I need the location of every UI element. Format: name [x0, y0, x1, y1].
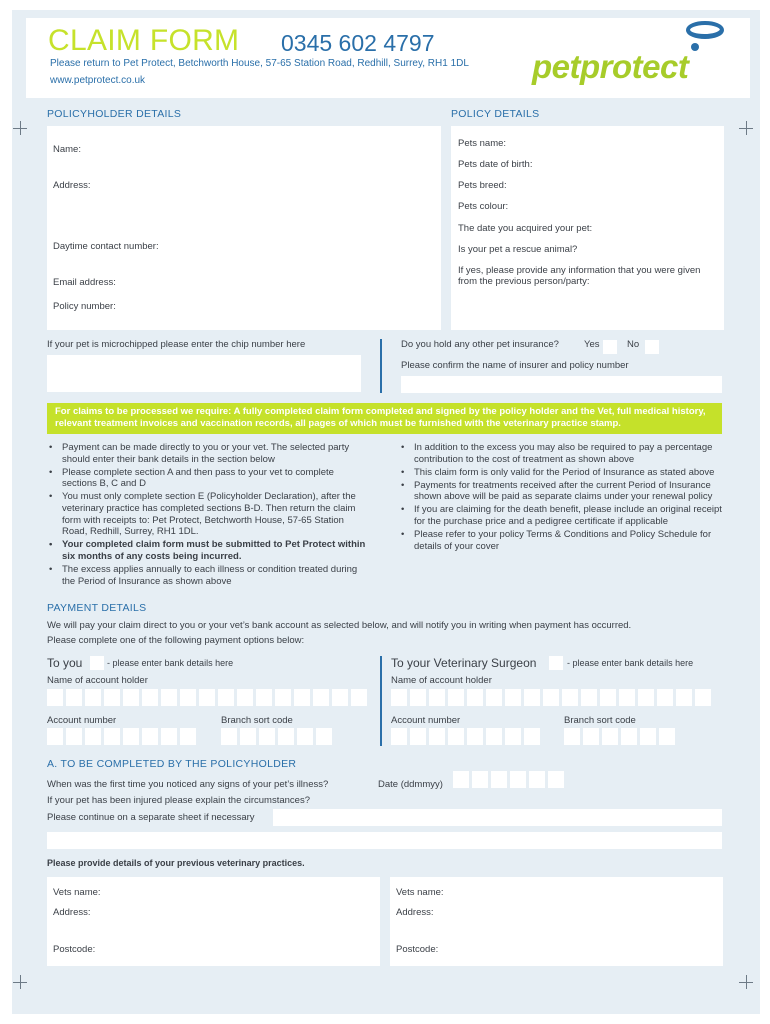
- crop-mark-icon: [739, 121, 753, 135]
- microchip-label: If your pet is microchipped please enter the chip number here: [47, 339, 306, 350]
- policy-number-label: Policy number:: [53, 301, 116, 312]
- crop-mark-icon: [13, 121, 27, 135]
- column-divider: [380, 339, 382, 393]
- policy-section-title: POLICY DETAILS: [451, 108, 540, 120]
- vet-account-number-label: Account number: [391, 715, 461, 726]
- no-label: No: [627, 339, 640, 350]
- vets-address-label: Address:: [396, 907, 434, 918]
- notes-left-list: [47, 442, 367, 589]
- form-header: [26, 18, 750, 98]
- contact-number-label: Daytime contact number:: [53, 241, 159, 252]
- injury-input-line2[interactable]: [47, 832, 722, 849]
- email-label: Email address:: [53, 277, 116, 288]
- list-item: • In addition to the excess you may also be required to pay a percentage contribution to the cost of treatment as shown above: [399, 442, 723, 465]
- to-you-hint: - please enter bank details here: [107, 658, 234, 668]
- yes-label: Yes: [584, 339, 600, 350]
- crop-mark-icon: [739, 975, 753, 989]
- pets-dob-label: Pets date of birth:: [458, 159, 533, 170]
- first-signs-label: When was the first time you noticed any signs of your pet’s illness?: [47, 779, 329, 790]
- address-label: Address:: [53, 180, 91, 191]
- vet-sort-code-label: Branch sort code: [564, 715, 636, 726]
- policyholder-box: [47, 126, 441, 330]
- you-account-holder-cells[interactable]: [47, 689, 367, 706]
- list-item: • The excess applies annually to each illness or condition treated during the Period of Insurance as shown above: [47, 564, 367, 587]
- petprotect-logo: petprotect: [532, 48, 689, 85]
- injury-input-line1[interactable]: [273, 809, 722, 826]
- you-sort-code-label: Branch sort code: [221, 715, 293, 726]
- pets-breed-label: Pets breed:: [458, 180, 507, 191]
- phone-number: 0345 602 4797: [281, 30, 435, 56]
- crop-mark-icon: [13, 975, 27, 989]
- date-cells[interactable]: [453, 771, 564, 788]
- list-item: • Your completed claim form must be submitted to Pet Protect within six months of any costs being incurred.: [47, 539, 367, 562]
- list-item: • If you are claiming for the death benefit, please include an original receipt for the purchase price and a pedigree certificate if applicable: [399, 504, 723, 527]
- section-a-title: A. TO BE COMPLETED BY THE POLICYHOLDER: [47, 758, 297, 770]
- you-sort-code-cells[interactable]: [221, 728, 332, 745]
- to-you-checkbox[interactable]: [90, 656, 104, 670]
- microchip-input[interactable]: [47, 355, 361, 392]
- you-account-number-cells[interactable]: [47, 728, 196, 745]
- notes-right-list: [399, 442, 723, 554]
- form-title: CLAIM FORM: [48, 24, 240, 57]
- rescue-info-label: If yes, please provide any information that you were given from the previous person/party:: [458, 265, 701, 287]
- to-vet-label: To your Veterinary Surgeon: [391, 656, 537, 670]
- acquired-date-label: The date you acquired your pet:: [458, 223, 593, 234]
- pets-colour-label: Pets colour:: [458, 201, 509, 212]
- list-item: • Payment can be made directly to you or your vet. The selected party should enter their bank details in the section below: [47, 442, 367, 465]
- list-item: • This claim form is only valid for the Period of Insurance as stated above: [399, 467, 723, 479]
- continue-label: Please continue on a separate sheet if necessary: [47, 812, 255, 823]
- vet-account-number-cells[interactable]: [391, 728, 540, 745]
- pets-name-label: Pets name:: [458, 138, 507, 149]
- vets-name-label: Vets name:: [396, 887, 444, 898]
- return-address: Please return to Pet Protect, Betchworth House, 57-65 Station Road, Redhill, Surrey, RH1 1DL: [50, 58, 469, 69]
- yes-checkbox[interactable]: [603, 340, 617, 354]
- payment-options-intro: Please complete one of the following payment options below:: [47, 635, 305, 646]
- website-link[interactable]: www.petprotect.co.uk: [50, 75, 146, 86]
- requirements-banner: For claims to be processed we require: A fully completed claim form completed and signed by the policy holder and the Vet, full medical history, relevant treatment invoices and vaccination records, all pages of which must be furnished with the veterinary practice stamp.: [47, 403, 722, 434]
- vet-account-holder-label: Name of account holder: [391, 675, 492, 686]
- rescue-animal-label: Is your pet a rescue animal?: [458, 244, 578, 255]
- payment-divider: [380, 656, 382, 746]
- list-item: • Please refer to your policy Terms & Conditions and Policy Schedule for details of your cover: [399, 529, 723, 552]
- payment-intro: We will pay your claim direct to you or your vet’s bank account as selected below, and will notify you in writing when payment has occurred.: [47, 620, 632, 631]
- to-you-label: To you: [47, 656, 83, 670]
- to-vet-checkbox[interactable]: [549, 656, 563, 670]
- policyholder-section-title: POLICYHOLDER DETAILS: [47, 108, 182, 120]
- you-account-number-label: Account number: [47, 715, 117, 726]
- injury-label: If your pet has been injured please explain the circumstances?: [47, 795, 310, 806]
- name-label: Name:: [53, 144, 81, 155]
- other-insurance-question: Do you hold any other pet insurance?: [401, 339, 559, 350]
- list-item: • You must only complete section E (Policyholder Declaration), after the veterinary practice has completed sections B-D. Then return the claim form with receipts to: Pet Protect, Betchworth House, 57-65 Station Road, Redhill, Surrey, RH1 1DL.: [47, 491, 367, 537]
- no-checkbox[interactable]: [645, 340, 659, 354]
- list-item: • Please complete section A and then pass to your vet to complete sections B, C and D: [47, 467, 367, 490]
- vets-address-label: Address:: [53, 907, 91, 918]
- vets-postcode-label: Postcode:: [53, 944, 96, 955]
- vet-sort-code-cells[interactable]: [564, 728, 675, 745]
- pet-collar-logo-icon: [681, 20, 725, 54]
- insurer-input[interactable]: [401, 376, 722, 393]
- list-item: • Payments for treatments received after the current Period of Insurance shown above will be paid as separate claims under your renewal policy: [399, 480, 723, 503]
- vets-name-label: Vets name:: [53, 887, 101, 898]
- date-label: Date (ddmmyy): [378, 779, 443, 790]
- vet-account-holder-cells[interactable]: [391, 689, 711, 706]
- payment-section-title: PAYMENT DETAILS: [47, 602, 147, 614]
- vets-postcode-label: Postcode:: [396, 944, 439, 955]
- to-vet-hint: - please enter bank details here: [567, 658, 694, 668]
- prev-vets-label: Please provide details of your previous veterinary practices.: [47, 858, 305, 868]
- you-account-holder-label: Name of account holder: [47, 675, 148, 686]
- insurer-confirm-label: Please confirm the name of insurer and policy number: [401, 360, 629, 371]
